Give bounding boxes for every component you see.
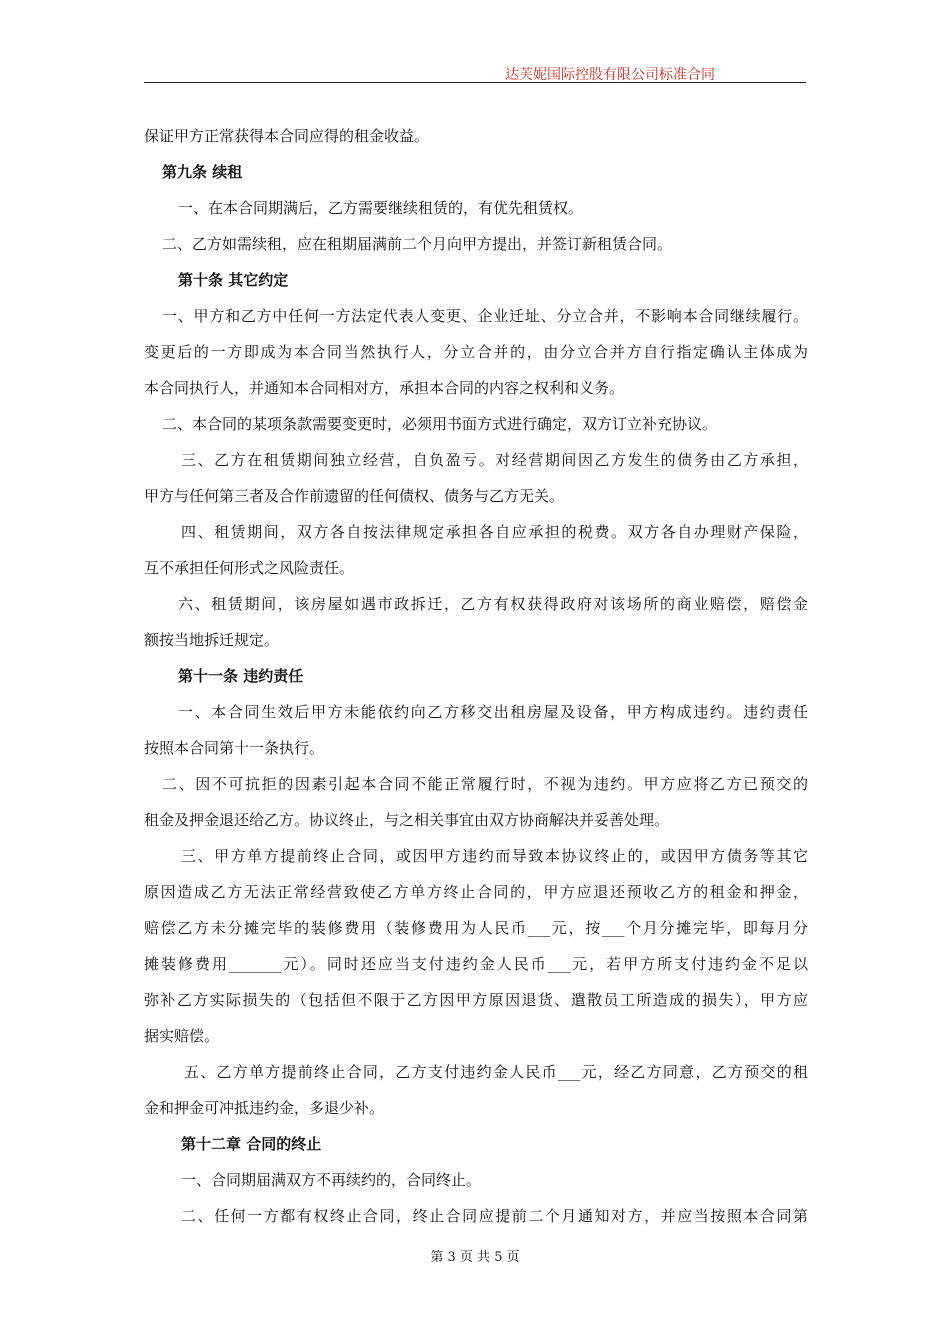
header-divider xyxy=(144,82,806,83)
contract-text-line: 摊装修费用_______元）。同时还应当支付违约金人民币___元，若甲方所支付违约金不足以 xyxy=(144,955,808,973)
contract-text-line: 按照本合同第十一条执行。 xyxy=(144,739,325,757)
contract-text-line: 原因造成乙方无法正常经营致使乙方单方终止合同的，甲方应退还预收乙方的租金和押金， xyxy=(144,883,808,901)
article-heading: 第十二章 合同的终止 xyxy=(181,1135,322,1153)
article-heading: 第九条 续租 xyxy=(162,163,243,181)
contract-text-line: 二、本合同的某项条款需要变更时，必须用书面方式进行确定，双方订立补充协议。 xyxy=(162,415,718,433)
contract-text-line: 二、任何一方都有权终止合同，终止合同应提前二个月通知对方，并应当按照本合同第 xyxy=(181,1207,808,1225)
contract-text-line: 五、乙方单方提前终止合同，乙方支付违约金人民币___元，经乙方同意，乙方预交的租 xyxy=(184,1063,808,1081)
contract-text-line: 三、乙方在租赁期间独立经营，自负盈亏。对经营期间因乙方发生的债务由乙方承担， xyxy=(181,451,808,469)
contract-text-line: 六、租赁期间，该房屋如遇市政拆迁，乙方有权获得政府对该场所的商业赔偿，赔偿金 xyxy=(178,595,808,613)
contract-text-line: 本合同执行人，并通知本合同相对方，承担本合同的内容之权利和义务。 xyxy=(144,379,625,397)
contract-body xyxy=(144,118,808,1234)
contract-text-line: 一、本合同生效后甲方未能依约向乙方移交出租房屋及设备，甲方构成违约。违约责任 xyxy=(178,703,808,721)
contract-text-line: 租金及押金退还给乙方。协议终止，与之相关事宜由双方协商解决并妥善处理。 xyxy=(144,811,670,829)
contract-text-line: 二、乙方如需续租，应在租期届满前二个月向甲方提出，并签订新租赁合同。 xyxy=(162,235,673,253)
contract-text-line: 三、甲方单方提前终止合同，或因甲方违约而导致本协议终止的，或因甲方债务等其它 xyxy=(181,847,808,865)
contract-text-line: 额按当地拆迁规定。 xyxy=(144,631,280,649)
contract-text-line: 二、因不可抗拒的因素引起本合同不能正常履行时，不视为违约。甲方应将乙方已预交的 xyxy=(162,775,808,793)
page-number: 第 3 页 共 5 页 xyxy=(430,1250,520,1265)
contract-text-line: 据实赔偿。 xyxy=(144,1027,220,1045)
contract-text-line: 一、在本合同期满后，乙方需要继续租赁的，有优先租赁权。 xyxy=(178,199,584,217)
contract-text-line: 赔偿乙方未分摊完毕的装修费用（装修费用为人民币___元，按___个月分摊完毕，即每月分 xyxy=(144,919,808,937)
contract-text-line: 金和押金可冲抵违约金，多退少补。 xyxy=(144,1099,385,1117)
contract-text-line: 四、租赁期间，双方各自按法律规定承担各自应承担的税费。双方各自办理财产保险， xyxy=(181,523,808,541)
contract-text-line: 保证甲方正常获得本合同应得的租金收益。 xyxy=(144,127,430,145)
contract-text-line: 弥补乙方实际损失的（包括但不限于乙方因甲方原因退货、遣散员工所造成的损失），甲方应 xyxy=(144,991,808,1009)
contract-text-line: 一、合同期届满双方不再续约的，合同终止。 xyxy=(181,1171,482,1189)
contract-text-line: 甲方与任何第三者及合作前遗留的任何债权、债务与乙方无关。 xyxy=(144,487,565,505)
article-heading: 第十一条 违约责任 xyxy=(178,667,304,685)
contract-text-line: 变更后的一方即成为本合同当然执行人，分立合并的，由分立合并方自行指定确认主体成为 xyxy=(144,343,808,361)
contract-text-line: 互不承担任何形式之风险责任。 xyxy=(144,559,355,577)
contract-text-line: 一、甲方和乙方中任何一方法定代表人变更、企业迁址、分立合并，不影响本合同继续履行。 xyxy=(162,307,808,325)
document-header-title: 达芙妮国际控股有限公司标准合同 xyxy=(505,67,715,83)
article-heading: 第十条 其它约定 xyxy=(178,271,289,289)
